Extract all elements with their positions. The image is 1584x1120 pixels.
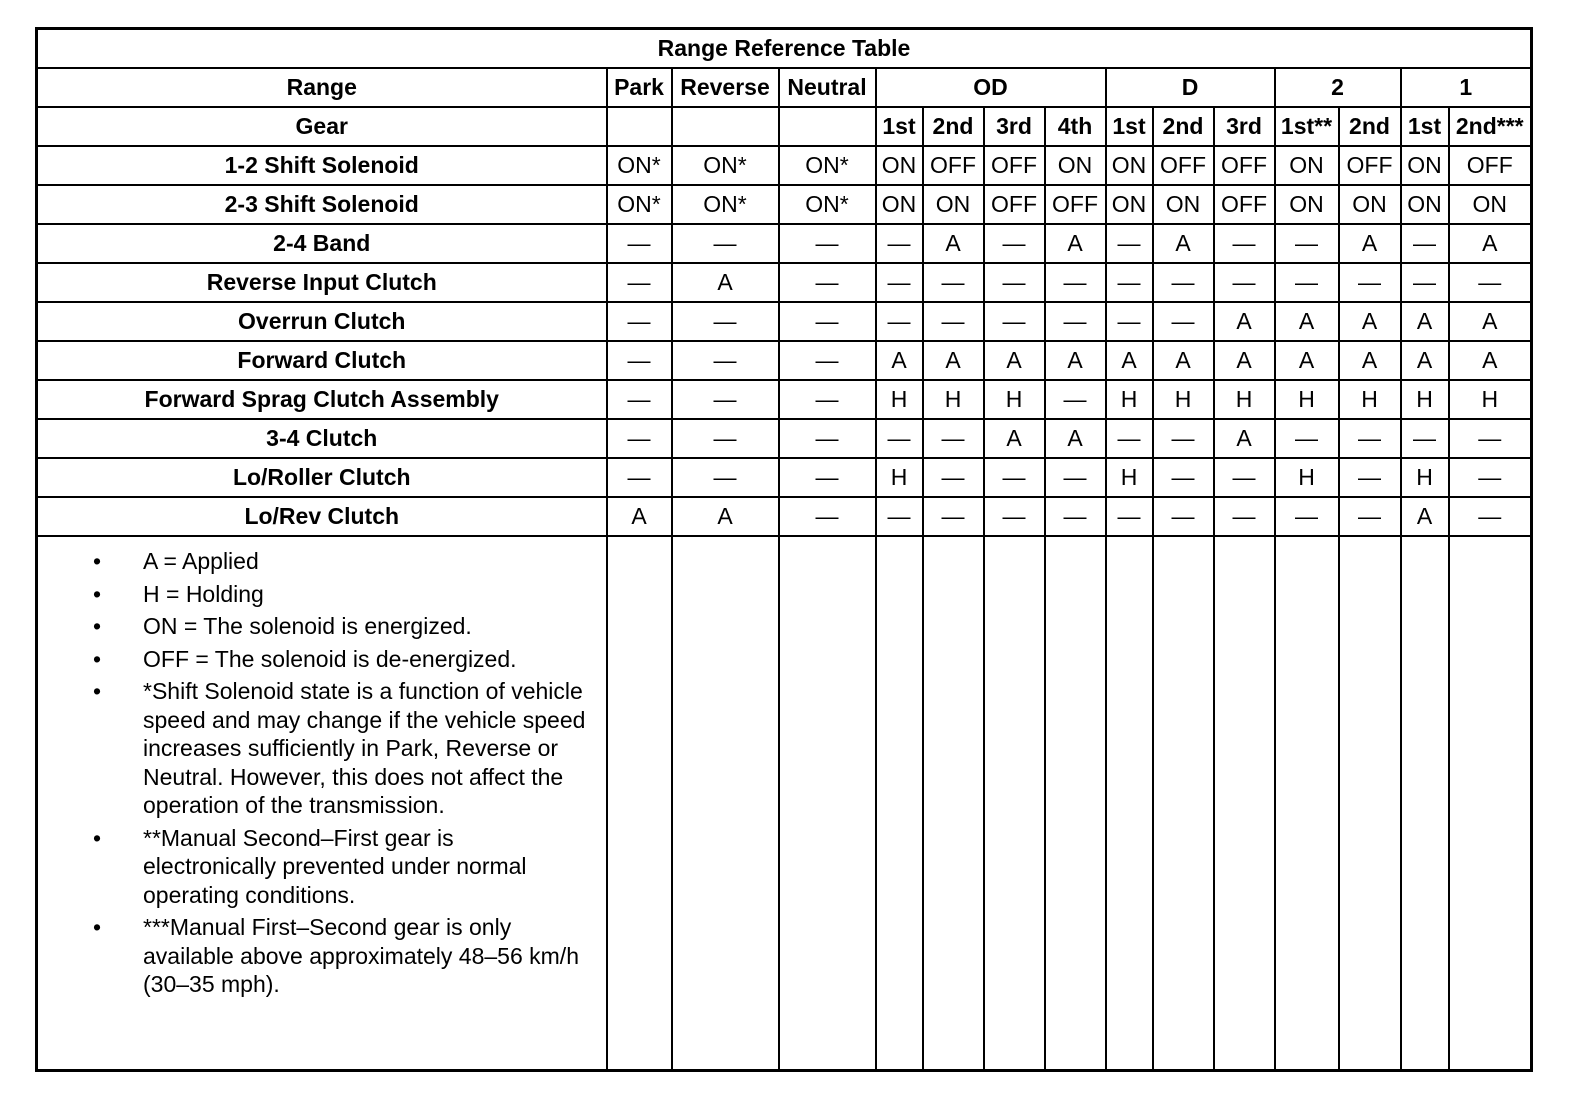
state-cell: H: [984, 380, 1045, 419]
state-cell: ON: [1401, 185, 1449, 224]
state-cell: A: [1401, 341, 1449, 380]
component-label: 3-4 Clutch: [37, 419, 607, 458]
state-cell: A: [1339, 224, 1401, 263]
gear-cell: [672, 107, 779, 146]
table-row: [37, 185, 1532, 224]
state-cell: A: [1449, 224, 1532, 263]
state-cell: —: [779, 263, 876, 302]
title-row: [37, 29, 1532, 69]
empty-cell: [1153, 536, 1214, 1071]
state-cell: —: [1153, 458, 1214, 497]
state-cell: OFF: [1214, 146, 1275, 185]
state-cell: ON*: [672, 185, 779, 224]
state-cell: A: [607, 497, 672, 536]
component-label: 2-3 Shift Solenoid: [37, 185, 607, 224]
component-label: Forward Clutch: [37, 341, 607, 380]
component-label: Reverse Input Clutch: [37, 263, 607, 302]
gear-cell: 3rd: [1214, 107, 1275, 146]
empty-cell: [1275, 536, 1339, 1071]
range-od: OD: [876, 68, 1106, 107]
state-cell: H: [1275, 458, 1339, 497]
state-cell: —: [607, 302, 672, 341]
state-cell: —: [984, 458, 1045, 497]
range-d: D: [1106, 68, 1275, 107]
state-cell: —: [607, 458, 672, 497]
state-cell: —: [923, 302, 984, 341]
state-cell: OFF: [1214, 185, 1275, 224]
state-cell: —: [1153, 497, 1214, 536]
gear-label: Gear: [37, 107, 607, 146]
state-cell: ON: [876, 185, 923, 224]
state-cell: —: [876, 419, 923, 458]
state-cell: —: [1339, 458, 1401, 497]
state-cell: ON*: [607, 146, 672, 185]
state-cell: A: [1449, 341, 1532, 380]
table-row: [37, 497, 1532, 536]
state-cell: H: [1401, 458, 1449, 497]
component-label: Forward Sprag Clutch Assembly: [37, 380, 607, 419]
list-item: • A = Applied: [38, 547, 606, 576]
list-item: • *Shift Solenoid state is a function of vehicle speed and may change if the vehicle speed increases sufficiently in Park, Reverse or Neutral. However, this does not affect the operation of the transmission.: [38, 677, 606, 820]
legend-notes: [37, 536, 607, 1071]
state-cell: ON: [1449, 185, 1532, 224]
state-cell: ON*: [672, 146, 779, 185]
state-cell: OFF: [1045, 185, 1106, 224]
empty-cell: [1214, 536, 1275, 1071]
state-cell: A: [1045, 419, 1106, 458]
range-neutral: Neutral: [779, 68, 876, 107]
gear-cell: 2nd: [1153, 107, 1214, 146]
state-cell: —: [1275, 497, 1339, 536]
state-cell: —: [1153, 419, 1214, 458]
state-cell: H: [876, 458, 923, 497]
state-cell: ON: [1045, 146, 1106, 185]
empty-cell: [1449, 536, 1532, 1071]
state-cell: ON: [1153, 185, 1214, 224]
empty-cell: [1106, 536, 1153, 1071]
state-cell: H: [1275, 380, 1339, 419]
empty-cell: [672, 536, 779, 1071]
range-reverse: Reverse: [672, 68, 779, 107]
state-cell: —: [607, 341, 672, 380]
state-cell: ON: [1339, 185, 1401, 224]
table-title: Range Reference Table: [37, 29, 1532, 69]
state-cell: A: [1449, 302, 1532, 341]
state-cell: —: [984, 302, 1045, 341]
state-cell: ON*: [779, 146, 876, 185]
state-cell: OFF: [984, 185, 1045, 224]
state-cell: ON: [1275, 185, 1339, 224]
range-1: 1: [1401, 68, 1532, 107]
state-cell: H: [1153, 380, 1214, 419]
range-2: 2: [1275, 68, 1401, 107]
state-cell: —: [1045, 302, 1106, 341]
gear-cell: 2nd***: [1449, 107, 1532, 146]
state-cell: —: [672, 302, 779, 341]
state-cell: ON: [1275, 146, 1339, 185]
state-cell: —: [1106, 224, 1153, 263]
state-cell: —: [1045, 497, 1106, 536]
component-label: Lo/Roller Clutch: [37, 458, 607, 497]
state-cell: A: [1153, 224, 1214, 263]
state-cell: —: [876, 302, 923, 341]
state-cell: —: [1401, 224, 1449, 263]
state-cell: ON*: [779, 185, 876, 224]
state-cell: —: [1214, 458, 1275, 497]
state-cell: H: [1449, 380, 1532, 419]
gear-cell: 3rd: [984, 107, 1045, 146]
component-label: Lo/Rev Clutch: [37, 497, 607, 536]
state-cell: —: [876, 263, 923, 302]
list-item: • **Manual Second–First gear is electronically prevented under normal operating conditions.: [38, 824, 606, 910]
state-cell: OFF: [923, 146, 984, 185]
gear-cell: 2nd: [1339, 107, 1401, 146]
gear-cell: 4th: [1045, 107, 1106, 146]
state-cell: —: [1045, 458, 1106, 497]
state-cell: —: [1275, 263, 1339, 302]
notes-list: [38, 547, 606, 999]
state-cell: A: [1339, 302, 1401, 341]
empty-cell: [607, 536, 672, 1071]
state-cell: —: [1214, 263, 1275, 302]
state-cell: A: [876, 341, 923, 380]
table-row: [37, 224, 1532, 263]
empty-cell: [984, 536, 1045, 1071]
state-cell: A: [1106, 341, 1153, 380]
state-cell: —: [923, 458, 984, 497]
state-cell: H: [1339, 380, 1401, 419]
empty-cell: [779, 536, 876, 1071]
state-cell: —: [607, 224, 672, 263]
state-cell: H: [876, 380, 923, 419]
state-cell: A: [1401, 497, 1449, 536]
empty-cell: [1045, 536, 1106, 1071]
empty-cell: [1339, 536, 1401, 1071]
state-cell: A: [923, 341, 984, 380]
state-cell: —: [1153, 263, 1214, 302]
notes-row: [37, 536, 1532, 1071]
state-cell: A: [984, 341, 1045, 380]
state-cell: —: [984, 263, 1045, 302]
component-label: 1-2 Shift Solenoid: [37, 146, 607, 185]
state-cell: —: [1214, 224, 1275, 263]
state-cell: ON: [1106, 185, 1153, 224]
empty-cell: [923, 536, 984, 1071]
state-cell: OFF: [984, 146, 1045, 185]
state-cell: —: [1449, 497, 1532, 536]
gear-cell: [607, 107, 672, 146]
state-cell: —: [923, 263, 984, 302]
state-cell: —: [672, 419, 779, 458]
gear-cell: [779, 107, 876, 146]
state-cell: —: [779, 302, 876, 341]
state-cell: —: [779, 224, 876, 263]
range-park: Park: [607, 68, 672, 107]
state-cell: A: [1045, 224, 1106, 263]
table-row: [37, 263, 1532, 302]
state-cell: ON*: [607, 185, 672, 224]
state-cell: —: [1449, 419, 1532, 458]
state-cell: —: [672, 224, 779, 263]
list-item: • OFF = The solenoid is de-energized.: [38, 645, 606, 674]
table-row: [37, 458, 1532, 497]
state-cell: ON: [876, 146, 923, 185]
gear-cell: 1st: [1106, 107, 1153, 146]
gear-cell: 1st**: [1275, 107, 1339, 146]
state-cell: —: [607, 380, 672, 419]
state-cell: A: [672, 263, 779, 302]
state-cell: —: [779, 458, 876, 497]
state-cell: —: [923, 497, 984, 536]
gear-cell: 2nd: [923, 107, 984, 146]
state-cell: A: [1339, 341, 1401, 380]
state-cell: —: [876, 497, 923, 536]
state-cell: —: [1339, 497, 1401, 536]
state-cell: —: [1275, 224, 1339, 263]
state-cell: —: [672, 380, 779, 419]
state-cell: —: [923, 419, 984, 458]
gear-row: [37, 107, 1532, 146]
table-row: [37, 146, 1532, 185]
list-item: • ON = The solenoid is energized.: [38, 612, 606, 641]
state-cell: —: [672, 341, 779, 380]
gear-cell: 1st: [1401, 107, 1449, 146]
state-cell: —: [779, 419, 876, 458]
state-cell: A: [984, 419, 1045, 458]
state-cell: A: [1275, 341, 1339, 380]
state-cell: —: [1106, 302, 1153, 341]
state-cell: OFF: [1449, 146, 1532, 185]
state-cell: —: [779, 341, 876, 380]
component-label: 2-4 Band: [37, 224, 607, 263]
state-cell: —: [1275, 419, 1339, 458]
state-cell: —: [1106, 263, 1153, 302]
state-cell: H: [923, 380, 984, 419]
state-cell: OFF: [1339, 146, 1401, 185]
table-row: [37, 302, 1532, 341]
state-cell: —: [1153, 302, 1214, 341]
state-cell: H: [1214, 380, 1275, 419]
table-row: [37, 380, 1532, 419]
state-cell: —: [1214, 497, 1275, 536]
state-cell: A: [1214, 302, 1275, 341]
state-cell: —: [779, 497, 876, 536]
state-cell: —: [607, 263, 672, 302]
state-cell: A: [1401, 302, 1449, 341]
state-cell: H: [1401, 380, 1449, 419]
state-cell: —: [1339, 419, 1401, 458]
range-row: [37, 68, 1532, 107]
state-cell: —: [1339, 263, 1401, 302]
state-cell: —: [672, 458, 779, 497]
state-cell: —: [1449, 263, 1532, 302]
state-cell: —: [984, 497, 1045, 536]
state-cell: A: [672, 497, 779, 536]
table-row: [37, 341, 1532, 380]
state-cell: A: [1214, 419, 1275, 458]
state-cell: A: [1214, 341, 1275, 380]
state-cell: A: [1045, 341, 1106, 380]
state-cell: A: [1153, 341, 1214, 380]
range-label: Range: [37, 68, 607, 107]
state-cell: —: [1045, 380, 1106, 419]
state-cell: —: [1401, 263, 1449, 302]
state-cell: ON: [1401, 146, 1449, 185]
list-item: • H = Holding: [38, 580, 606, 609]
state-cell: —: [876, 224, 923, 263]
state-cell: ON: [923, 185, 984, 224]
state-cell: —: [1401, 419, 1449, 458]
state-cell: A: [923, 224, 984, 263]
gear-cell: 1st: [876, 107, 923, 146]
state-cell: H: [1106, 380, 1153, 419]
state-cell: —: [607, 419, 672, 458]
state-cell: —: [779, 380, 876, 419]
state-cell: H: [1106, 458, 1153, 497]
range-reference-table: [35, 27, 1533, 1072]
list-item: • ***Manual First–Second gear is only available above approximately 48–56 km/h (30–35 mph).: [38, 913, 606, 999]
state-cell: —: [1106, 419, 1153, 458]
state-cell: —: [1449, 458, 1532, 497]
empty-cell: [876, 536, 923, 1071]
table-row: [37, 419, 1532, 458]
state-cell: —: [1106, 497, 1153, 536]
empty-cell: [1401, 536, 1449, 1071]
state-cell: OFF: [1153, 146, 1214, 185]
state-cell: A: [1275, 302, 1339, 341]
state-cell: —: [984, 224, 1045, 263]
component-label: Overrun Clutch: [37, 302, 607, 341]
state-cell: ON: [1106, 146, 1153, 185]
state-cell: —: [1045, 263, 1106, 302]
